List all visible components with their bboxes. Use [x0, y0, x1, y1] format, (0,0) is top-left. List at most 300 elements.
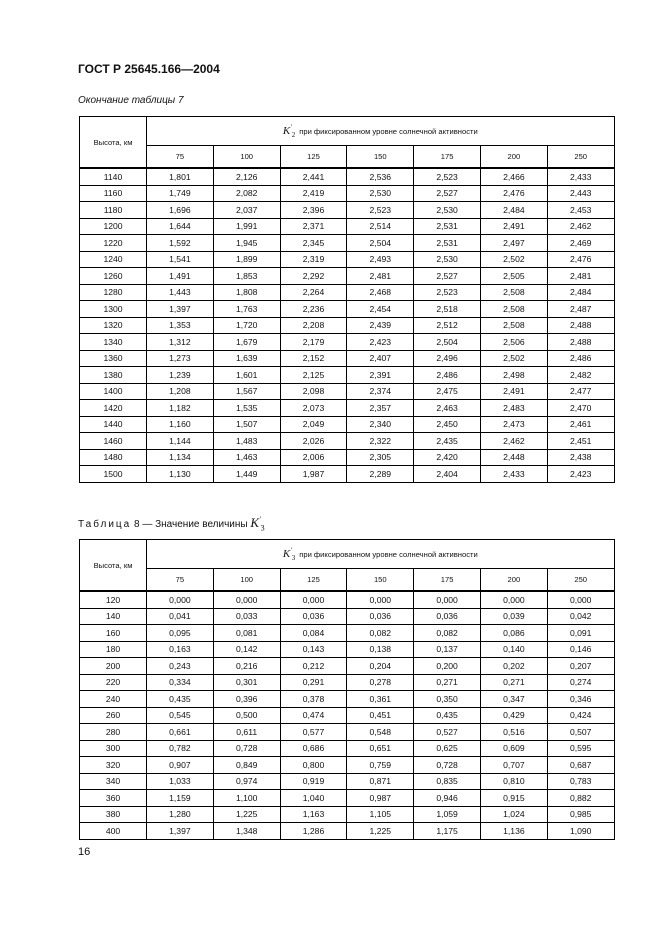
value-cell: 0,000 — [213, 591, 280, 608]
value-cell: 2,486 — [414, 367, 481, 384]
value-cell: 2,454 — [347, 301, 414, 318]
value-cell: 1,801 — [147, 168, 214, 185]
value-cell: 2,487 — [547, 301, 614, 318]
table-row — [80, 350, 615, 367]
value-cell: 2,264 — [280, 284, 347, 301]
value-cell: 2,450 — [414, 416, 481, 433]
table7-col-header: 200 — [480, 146, 547, 169]
value-cell: 0,095 — [147, 625, 214, 642]
table-row — [80, 449, 615, 466]
value-cell: 2,502 — [480, 251, 547, 268]
value-cell: 1,567 — [213, 383, 280, 400]
value-cell: 0,882 — [547, 790, 614, 807]
value-cell: 2,026 — [280, 433, 347, 450]
value-cell: 0,137 — [414, 641, 481, 658]
table-row — [80, 707, 615, 724]
table7-caption: Окончание таблицы 7 — [78, 95, 184, 106]
value-cell: 2,476 — [547, 251, 614, 268]
value-cell: 0,084 — [280, 625, 347, 642]
value-cell: 2,461 — [547, 416, 614, 433]
table-row — [80, 691, 615, 708]
value-cell: 2,483 — [480, 400, 547, 417]
height-cell: 1340 — [80, 334, 147, 351]
value-cell: 0,000 — [547, 591, 614, 608]
value-cell: 2,481 — [547, 268, 614, 285]
value-cell: 2,484 — [547, 284, 614, 301]
value-cell: 1,312 — [147, 334, 214, 351]
value-cell: 0,548 — [347, 724, 414, 741]
height-cell: 340 — [80, 773, 147, 790]
table8-caption: Таблица 8 — Значение величины $K'_3$ — [78, 515, 265, 533]
value-cell: 0,033 — [213, 608, 280, 625]
value-cell: 2,441 — [280, 168, 347, 185]
value-cell: 2,531 — [414, 235, 481, 252]
value-cell: 2,098 — [280, 383, 347, 400]
value-cell: 1,059 — [414, 806, 481, 823]
value-cell: 2,404 — [414, 466, 481, 483]
value-cell: 2,531 — [414, 218, 481, 235]
value-cell: 1,449 — [213, 466, 280, 483]
table-row — [80, 251, 615, 268]
value-cell: 0,474 — [280, 707, 347, 724]
value-cell: 0,728 — [414, 757, 481, 774]
value-cell: 1,225 — [213, 806, 280, 823]
value-cell: 2,530 — [414, 202, 481, 219]
value-cell: 0,915 — [480, 790, 547, 807]
table-row — [80, 416, 615, 433]
table-row — [80, 674, 615, 691]
height-cell: 200 — [80, 658, 147, 675]
value-cell: 2,322 — [347, 433, 414, 450]
value-cell: 0,985 — [547, 806, 614, 823]
value-cell: 1,592 — [147, 235, 214, 252]
value-cell: 2,451 — [547, 433, 614, 450]
value-cell: 2,371 — [280, 218, 347, 235]
value-cell: 1,507 — [213, 416, 280, 433]
value-cell: 1,541 — [147, 251, 214, 268]
value-cell: 2,073 — [280, 400, 347, 417]
value-cell: 1,353 — [147, 317, 214, 334]
value-cell: 1,175 — [414, 823, 481, 840]
value-cell: 0,041 — [147, 608, 214, 625]
value-cell: 2,208 — [280, 317, 347, 334]
value-cell: 2,236 — [280, 301, 347, 318]
value-cell: 1,987 — [280, 466, 347, 483]
value-cell: 1,273 — [147, 350, 214, 367]
value-cell: 0,271 — [480, 674, 547, 691]
height-cell: 1400 — [80, 383, 147, 400]
value-cell: 1,225 — [347, 823, 414, 840]
table7-header-height: Высота, км — [80, 117, 147, 169]
value-cell: 1,239 — [147, 367, 214, 384]
value-cell: 0,200 — [414, 658, 481, 675]
value-cell: 2,488 — [547, 334, 614, 351]
table-row — [80, 168, 615, 185]
value-cell: 0,378 — [280, 691, 347, 708]
value-cell: 1,991 — [213, 218, 280, 235]
height-cell: 220 — [80, 674, 147, 691]
value-cell: 0,350 — [414, 691, 481, 708]
value-cell: 1,286 — [280, 823, 347, 840]
table-row — [80, 591, 615, 608]
value-cell: 1,463 — [213, 449, 280, 466]
value-cell: 2,518 — [414, 301, 481, 318]
table7-col-header: 75 — [147, 146, 214, 169]
value-cell: 2,475 — [414, 383, 481, 400]
table8-col-header: 200 — [480, 569, 547, 592]
value-cell: 0,919 — [280, 773, 347, 790]
value-cell: 0,609 — [480, 740, 547, 757]
value-cell: 0,611 — [213, 724, 280, 741]
table8-col-header: 125 — [280, 569, 347, 592]
value-cell: 0,086 — [480, 625, 547, 642]
table7-body — [80, 168, 615, 482]
value-cell: 0,435 — [414, 707, 481, 724]
value-cell: 2,468 — [347, 284, 414, 301]
table-row — [80, 202, 615, 219]
value-cell: 1,040 — [280, 790, 347, 807]
value-cell: 0,142 — [213, 641, 280, 658]
value-cell: 0,527 — [414, 724, 481, 741]
value-cell: 2,498 — [480, 367, 547, 384]
value-cell: 2,504 — [414, 334, 481, 351]
value-cell: 2,423 — [547, 466, 614, 483]
height-cell: 120 — [80, 591, 147, 608]
value-cell: 1,397 — [147, 823, 214, 840]
table-row — [80, 625, 615, 642]
table-row — [80, 740, 615, 757]
height-cell: 1320 — [80, 317, 147, 334]
table7-col-header: 100 — [213, 146, 280, 169]
table-row — [80, 218, 615, 235]
value-cell: 2,443 — [547, 185, 614, 202]
value-cell: 0,291 — [280, 674, 347, 691]
value-cell: 0,036 — [280, 608, 347, 625]
value-cell: 0,036 — [347, 608, 414, 625]
value-cell: 2,345 — [280, 235, 347, 252]
value-cell: 0,800 — [280, 757, 347, 774]
value-cell: 2,508 — [480, 301, 547, 318]
value-cell: 2,508 — [480, 317, 547, 334]
table-row — [80, 790, 615, 807]
table-row — [80, 334, 615, 351]
table7-header-k2: $K'_2$ при фиксированном уровне солнечной активности — [147, 117, 615, 146]
value-cell: 1,443 — [147, 284, 214, 301]
value-cell: 0,216 — [213, 658, 280, 675]
value-cell: 2,152 — [280, 350, 347, 367]
value-cell: 0,500 — [213, 707, 280, 724]
value-cell: 2,536 — [347, 168, 414, 185]
value-cell: 1,808 — [213, 284, 280, 301]
height-cell: 1360 — [80, 350, 147, 367]
value-cell: 2,502 — [480, 350, 547, 367]
value-cell: 0,036 — [414, 608, 481, 625]
value-cell: 2,527 — [414, 185, 481, 202]
value-cell: 2,473 — [480, 416, 547, 433]
value-cell: 2,512 — [414, 317, 481, 334]
height-cell: 400 — [80, 823, 147, 840]
value-cell: 1,749 — [147, 185, 214, 202]
value-cell: 0,000 — [414, 591, 481, 608]
value-cell: 2,420 — [414, 449, 481, 466]
value-cell: 1,033 — [147, 773, 214, 790]
height-cell: 1500 — [80, 466, 147, 483]
value-cell: 1,491 — [147, 268, 214, 285]
value-cell: 0,361 — [347, 691, 414, 708]
table8-col-header: 175 — [414, 569, 481, 592]
value-cell: 0,000 — [347, 591, 414, 608]
table7 — [79, 116, 615, 483]
value-cell: 1,130 — [147, 466, 214, 483]
value-cell: 1,105 — [347, 806, 414, 823]
value-cell: 0,334 — [147, 674, 214, 691]
value-cell: 2,476 — [480, 185, 547, 202]
value-cell: 0,274 — [547, 674, 614, 691]
table-row — [80, 466, 615, 483]
table7-col-header: 250 — [547, 146, 614, 169]
value-cell: 1,136 — [480, 823, 547, 840]
value-cell: 0,138 — [347, 641, 414, 658]
value-cell: 2,396 — [280, 202, 347, 219]
value-cell: 2,493 — [347, 251, 414, 268]
value-cell: 2,504 — [347, 235, 414, 252]
value-cell: 0,595 — [547, 740, 614, 757]
value-cell: 2,470 — [547, 400, 614, 417]
value-cell: 1,163 — [280, 806, 347, 823]
table7-col-header: 125 — [280, 146, 347, 169]
value-cell: 1,208 — [147, 383, 214, 400]
value-cell: 1,134 — [147, 449, 214, 466]
value-cell: 0,507 — [547, 724, 614, 741]
table8-col-header: 75 — [147, 569, 214, 592]
value-cell: 0,082 — [347, 625, 414, 642]
value-cell: 2,523 — [414, 168, 481, 185]
value-cell: 0,396 — [213, 691, 280, 708]
height-cell: 1140 — [80, 168, 147, 185]
value-cell: 2,006 — [280, 449, 347, 466]
height-cell: 280 — [80, 724, 147, 741]
value-cell: 0,082 — [414, 625, 481, 642]
value-cell: 2,438 — [547, 449, 614, 466]
table-row — [80, 641, 615, 658]
value-cell: 2,125 — [280, 367, 347, 384]
value-cell: 2,505 — [480, 268, 547, 285]
value-cell: 1,159 — [147, 790, 214, 807]
value-cell: 1,679 — [213, 334, 280, 351]
value-cell: 0,871 — [347, 773, 414, 790]
value-cell: 2,497 — [480, 235, 547, 252]
value-cell: 2,448 — [480, 449, 547, 466]
value-cell: 1,397 — [147, 301, 214, 318]
value-cell: 1,144 — [147, 433, 214, 450]
value-cell: 2,530 — [414, 251, 481, 268]
table-row — [80, 235, 615, 252]
value-cell: 2,506 — [480, 334, 547, 351]
value-cell: 0,346 — [547, 691, 614, 708]
value-cell: 0,163 — [147, 641, 214, 658]
value-cell: 2,292 — [280, 268, 347, 285]
height-cell: 260 — [80, 707, 147, 724]
table7-subheader-row — [80, 146, 615, 169]
value-cell: 1,644 — [147, 218, 214, 235]
table8-header-k3: $K'_3$ при фиксированном уровне солнечной активности — [147, 540, 615, 569]
table-row — [80, 301, 615, 318]
value-cell: 0,424 — [547, 707, 614, 724]
height-cell: 1300 — [80, 301, 147, 318]
value-cell: 0,651 — [347, 740, 414, 757]
value-cell: 2,391 — [347, 367, 414, 384]
table-row — [80, 757, 615, 774]
value-cell: 0,081 — [213, 625, 280, 642]
height-cell: 1380 — [80, 367, 147, 384]
value-cell: 1,763 — [213, 301, 280, 318]
table8-body — [80, 591, 615, 839]
value-cell: 0,516 — [480, 724, 547, 741]
value-cell: 0,946 — [414, 790, 481, 807]
value-cell: 0,687 — [547, 757, 614, 774]
value-cell: 1,639 — [213, 350, 280, 367]
value-cell: 2,374 — [347, 383, 414, 400]
value-cell: 1,945 — [213, 235, 280, 252]
table8-col-header: 250 — [547, 569, 614, 592]
value-cell: 2,049 — [280, 416, 347, 433]
height-cell: 1480 — [80, 449, 147, 466]
height-cell: 300 — [80, 740, 147, 757]
value-cell: 0,000 — [280, 591, 347, 608]
value-cell: 1,720 — [213, 317, 280, 334]
value-cell: 2,508 — [480, 284, 547, 301]
value-cell: 2,462 — [547, 218, 614, 235]
table-row — [80, 823, 615, 840]
value-cell: 2,481 — [347, 268, 414, 285]
value-cell: 0,243 — [147, 658, 214, 675]
value-cell: 0,301 — [213, 674, 280, 691]
value-cell: 2,407 — [347, 350, 414, 367]
value-cell: 2,340 — [347, 416, 414, 433]
value-cell: 2,477 — [547, 383, 614, 400]
table-row — [80, 433, 615, 450]
value-cell: 0,039 — [480, 608, 547, 625]
value-cell: 2,435 — [414, 433, 481, 450]
value-cell: 2,037 — [213, 202, 280, 219]
value-cell: 0,686 — [280, 740, 347, 757]
table-row — [80, 773, 615, 790]
value-cell: 0,143 — [280, 641, 347, 658]
value-cell: 2,491 — [480, 383, 547, 400]
value-cell: 2,305 — [347, 449, 414, 466]
document-title: ГОСТ Р 25645.166—2004 — [78, 62, 220, 76]
value-cell: 2,514 — [347, 218, 414, 235]
height-cell: 320 — [80, 757, 147, 774]
value-cell: 2,179 — [280, 334, 347, 351]
value-cell: 2,523 — [414, 284, 481, 301]
value-cell: 0,577 — [280, 724, 347, 741]
table-row — [80, 400, 615, 417]
value-cell: 0,278 — [347, 674, 414, 691]
value-cell: 0,987 — [347, 790, 414, 807]
value-cell: 1,280 — [147, 806, 214, 823]
value-cell: 1,182 — [147, 400, 214, 417]
value-cell: 1,348 — [213, 823, 280, 840]
table7-col-header: 175 — [414, 146, 481, 169]
value-cell: 2,433 — [480, 466, 547, 483]
value-cell: 0,728 — [213, 740, 280, 757]
value-cell: 0,849 — [213, 757, 280, 774]
height-cell: 1240 — [80, 251, 147, 268]
value-cell: 0,207 — [547, 658, 614, 675]
height-cell: 1180 — [80, 202, 147, 219]
table-row — [80, 367, 615, 384]
value-cell: 2,439 — [347, 317, 414, 334]
value-cell: 2,496 — [414, 350, 481, 367]
value-cell: 1,483 — [213, 433, 280, 450]
value-cell: 0,835 — [414, 773, 481, 790]
value-cell: 1,100 — [213, 790, 280, 807]
table-row — [80, 724, 615, 741]
value-cell: 2,491 — [480, 218, 547, 235]
value-cell: 1,601 — [213, 367, 280, 384]
table7-col-header: 150 — [347, 146, 414, 169]
table-row — [80, 185, 615, 202]
value-cell: 0,204 — [347, 658, 414, 675]
value-cell: 0,000 — [480, 591, 547, 608]
value-cell: 0,907 — [147, 757, 214, 774]
table8-subheader-row — [80, 569, 615, 592]
height-cell: 160 — [80, 625, 147, 642]
height-cell: 1440 — [80, 416, 147, 433]
height-cell: 140 — [80, 608, 147, 625]
table-row — [80, 806, 615, 823]
value-cell: 1,535 — [213, 400, 280, 417]
height-cell: 1460 — [80, 433, 147, 450]
value-cell: 0,974 — [213, 773, 280, 790]
value-cell: 0,202 — [480, 658, 547, 675]
value-cell: 0,545 — [147, 707, 214, 724]
value-cell: 0,091 — [547, 625, 614, 642]
height-cell: 1220 — [80, 235, 147, 252]
value-cell: 2,463 — [414, 400, 481, 417]
value-cell: 2,469 — [547, 235, 614, 252]
value-cell: 2,453 — [547, 202, 614, 219]
value-cell: 1,090 — [547, 823, 614, 840]
value-cell: 0,782 — [147, 740, 214, 757]
table-row — [80, 608, 615, 625]
value-cell: 2,357 — [347, 400, 414, 417]
table8-col-header: 150 — [347, 569, 414, 592]
value-cell: 0,347 — [480, 691, 547, 708]
height-cell: 240 — [80, 691, 147, 708]
height-cell: 180 — [80, 641, 147, 658]
value-cell: 2,423 — [347, 334, 414, 351]
table-row — [80, 268, 615, 285]
value-cell: 2,530 — [347, 185, 414, 202]
value-cell: 2,082 — [213, 185, 280, 202]
value-cell: 0,146 — [547, 641, 614, 658]
value-cell: 2,466 — [480, 168, 547, 185]
value-cell: 2,462 — [480, 433, 547, 450]
value-cell: 2,486 — [547, 350, 614, 367]
value-cell: 0,625 — [414, 740, 481, 757]
table-row — [80, 284, 615, 301]
value-cell: 1,853 — [213, 268, 280, 285]
value-cell: 0,661 — [147, 724, 214, 741]
value-cell: 1,899 — [213, 251, 280, 268]
value-cell: 2,419 — [280, 185, 347, 202]
height-cell: 1200 — [80, 218, 147, 235]
value-cell: 2,488 — [547, 317, 614, 334]
value-cell: 0,451 — [347, 707, 414, 724]
table-row — [80, 658, 615, 675]
